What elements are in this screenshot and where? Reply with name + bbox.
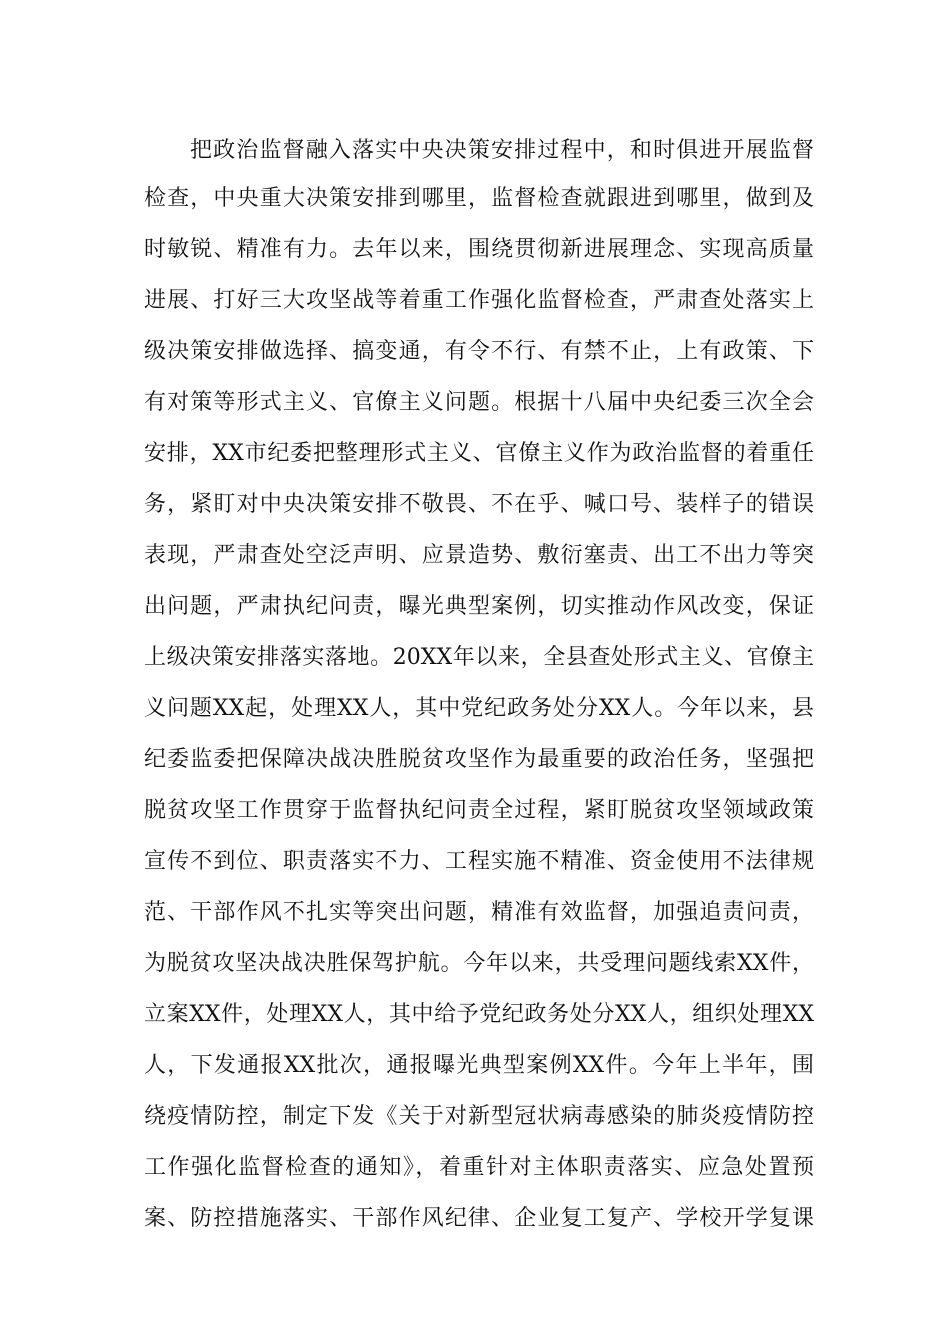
text-line: 安排，XX市纪委把整理形式主义、官僚主义作为政治监督的着重任 xyxy=(144,441,814,466)
text-line: 务，紧盯对中央决策安排不敬畏、不在乎、喊口号、装样子的错误 xyxy=(144,492,814,517)
text-line: 出问题，严肃执纪问责，曝光典型案例，切实推动作风改变，保证 xyxy=(144,594,814,619)
text-line: 人，下发通报XX批次，通报曝光典型案例XX件。今年上半年，围 xyxy=(144,1053,814,1078)
text-line: 级决策安排做选择、搞变通，有令不行、有禁不止，上有政策、下 xyxy=(144,339,814,364)
text-line: 义问题XX起，处理XX人，其中党纪政务处分XX人。今年以来，县 xyxy=(144,696,814,721)
text-line: 为脱贫攻坚决战决胜保驾护航。今年以来，共受理问题线索XX件， xyxy=(144,951,814,976)
text-line: 纪委监委把保障决战决胜脱贫攻坚作为最重要的政治任务，坚强把 xyxy=(144,747,814,772)
text-line: 表现，严肃查处空泛声明、应景造势、敷衍塞责、出工不出力等突 xyxy=(144,543,814,568)
text-line: 立案XX件，处理XX人，其中给予党纪政务处分XX人，组织处理XX xyxy=(144,1002,814,1027)
text-line: 范、干部作风不扎实等突出问题，精准有效监督，加强追责问责， xyxy=(144,900,814,925)
text-line: 进展、打好三大攻坚战等着重工作强化监督检查，严肃查处落实上 xyxy=(144,288,814,313)
text-line: 把政治监督融入落实中央决策安排过程中，和时俱进开展监督 xyxy=(190,138,814,163)
text-line: 脱贫攻坚工作贯穿于监督执纪问责全过程，紧盯脱贫攻坚领域政策 xyxy=(144,798,814,823)
text-line: 上级决策安排落实落地。20XX年以来，全县查处形式主义、官僚主 xyxy=(144,645,814,670)
text-line: 检查，中央重大决策安排到哪里，监督检查就跟进到哪里，做到及 xyxy=(144,186,814,211)
text-line: 时敏锐、精准有力。去年以来，围绕贯彻新进展理念、实现高质量 xyxy=(144,237,814,262)
text-line: 绕疫情防控，制定下发《关于对新型冠状病毒感染的肺炎疫情防控 xyxy=(144,1104,814,1129)
text-line: 工作强化监督检查的通知》，着重针对主体职责落实、应急处置预 xyxy=(144,1155,814,1180)
text-line: 案、防控措施落实、干部作风纪律、企业复工复产、学校开学复课 xyxy=(144,1206,814,1231)
text-line: 有对策等形式主义、官僚主义问题。根据十八届中央纪委三次全会 xyxy=(144,390,814,415)
text-line: 宣传不到位、职责落实不力、工程实施不精准、资金使用不法律规 xyxy=(144,849,814,874)
